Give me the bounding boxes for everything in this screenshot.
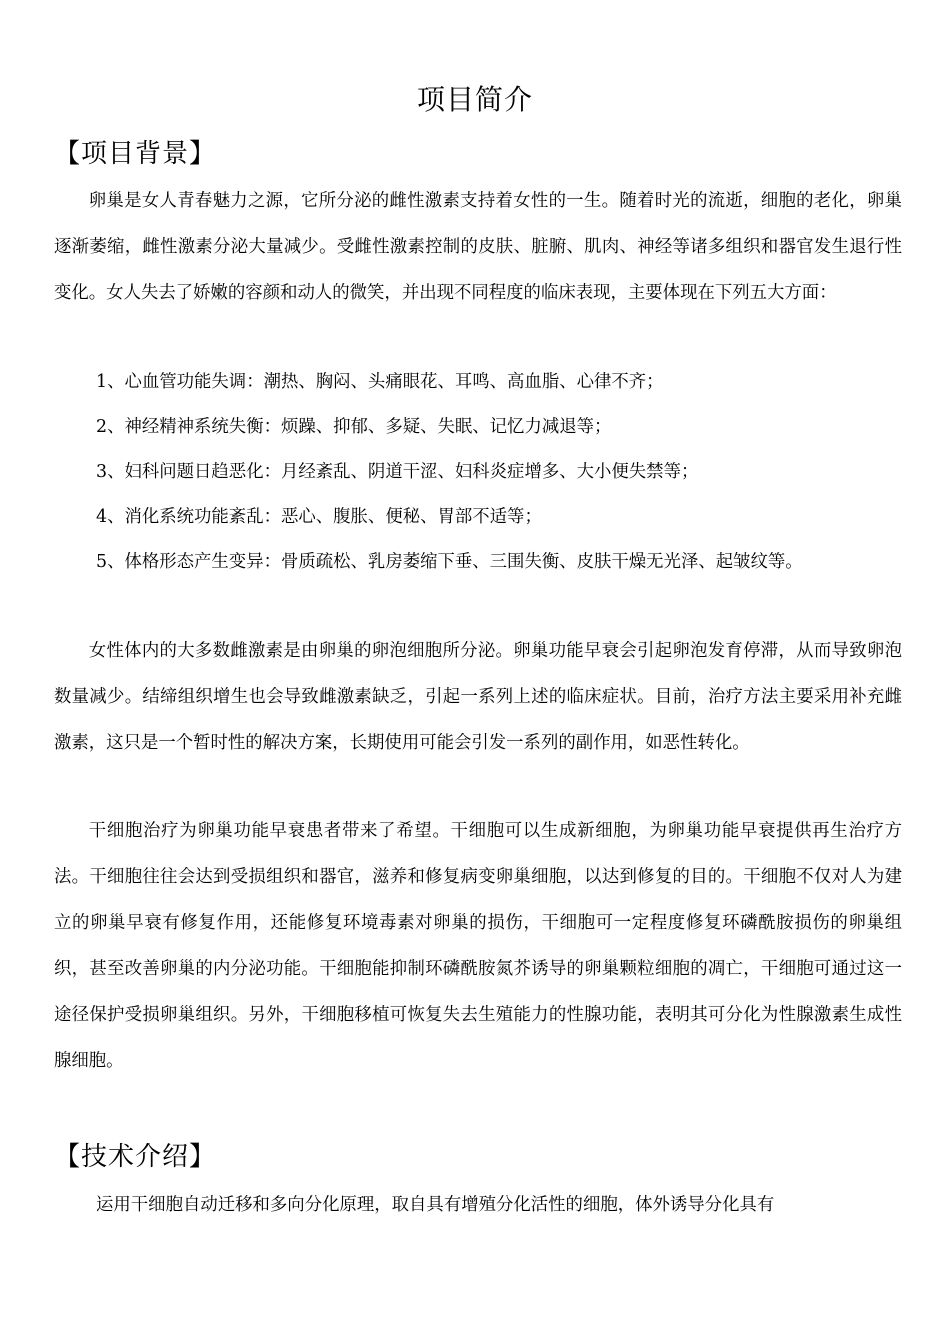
list-item-symptom-4: 4、消化系统功能紊乱：恶心、腹胀、便秘、胃部不适等； — [96, 507, 542, 527]
list-item-symptom-3: 3、妇科问题日趋恶化：月经紊乱、阴道干涩、妇科炎症增多、大小便失禁等； — [96, 462, 699, 482]
list-item-symptom-2: 2、神经精神系统失衡：烦躁、抑郁、多疑、失眠、记忆力减退等； — [96, 417, 612, 437]
section-heading-technology: 【技术介绍】 — [54, 1142, 217, 1172]
paragraph-background-intro: 卵巢是女人青春魅力之源，它所分泌的雌性激素支持着女性的一生。随着时光的流逝，细胞的老化，卵巢逐渐萎缩，雌性激素分泌大量减少。受雌性激素控制的皮肤、脏腑、肌肉、神经等诸多组织和器官发生退行性变化。女人失去了娇嫩的容颜和动人的微笑，并出现不同程度的临床表现，主要体现在下列五大方面： — [54, 191, 902, 303]
paragraph-estrogen: 女性体内的大多数雌激素是由卵巢的卵泡细胞所分泌。卵巢功能早衰会引起卵泡发育停滞，从而导致卵泡数量减少。结缔组织增生也会导致雌激素缺乏，引起一系列上述的临床症状。目前，治疗方法主要采用补充雌激素，这只是一个暂时性的解决方案，长期使用可能会引发一系列的副作用，如恶性转化。 — [54, 641, 902, 753]
list-item-symptom-1: 1、心血管功能失调：潮热、胸闷、头痛眼花、耳鸣、高血脂、心律不齐； — [96, 372, 664, 392]
paragraph-stem-cell: 干细胞治疗为卵巢功能早衰患者带来了希望。干细胞可以生成新细胞，为卵巢功能早衰提供再生治疗方法。干细胞往往会达到受损组织和器官，滋养和修复病变卵巢细胞，以达到修复的目的。干细胞不仅对人为建立的卵巢早衰有修复作用，还能修复环境毒素对卵巢的损伤，干细胞可一定程度修复环磷酰胺损伤的卵巢组织，甚至改善卵巢的内分泌功能。干细胞能抑制环磷酰胺氮芥诱导的卵巢颗粒细胞的凋亡，干细胞可通过这一途径保护受损卵巢组织。另外，干细胞移植可恢复失去生殖能力的性腺功能，表明其可分化为性腺激素生成性腺细胞。 — [54, 821, 902, 1071]
paragraph-technology-intro: 运用干细胞自动迁移和多向分化原理，取自具有增殖分化活性的细胞，体外诱导分化具有 — [96, 1195, 775, 1215]
page-title: 项目简介 — [416, 83, 533, 116]
list-item-symptom-5: 5、体格形态产生变异：骨质疏松、乳房萎缩下垂、三围失衡、皮肤干燥无光泽、起皱纹等。 — [96, 552, 803, 572]
section-heading-background: 【项目背景】 — [54, 139, 217, 169]
